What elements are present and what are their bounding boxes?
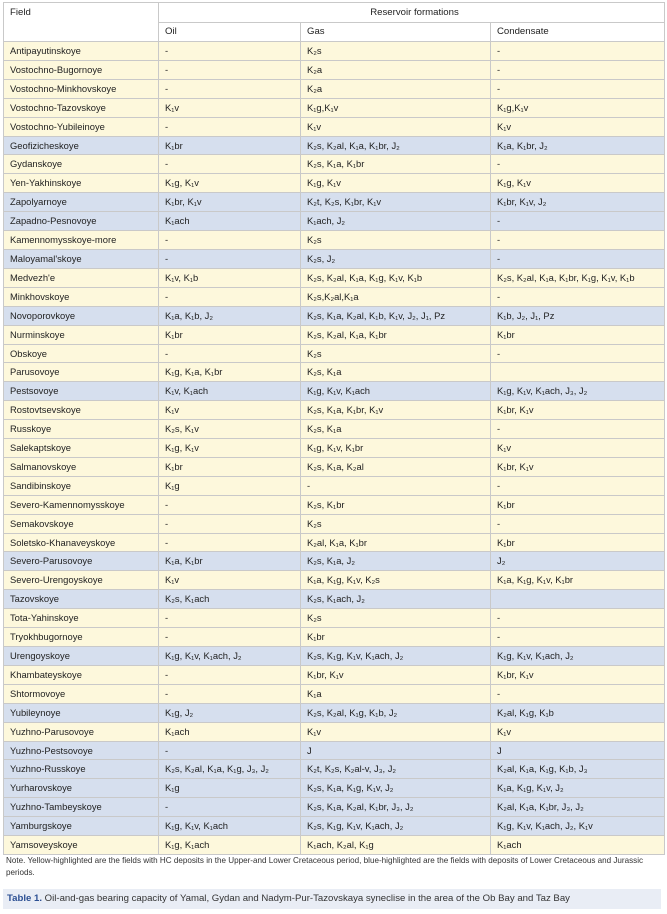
field-cell: Rostovtsevskoye xyxy=(4,401,159,420)
condensate-cell: K₁br xyxy=(491,325,665,344)
condensate-cell: K₁g, K₁v, K₁ach, J₃, J₂ xyxy=(491,382,665,401)
gas-cell: K₂t, K₂s, K₂al-v, J₃, J₂ xyxy=(301,760,491,779)
table-row xyxy=(4,439,665,458)
gas-cell: K₁g, K₁v, K₁br xyxy=(301,439,491,458)
condensate-cell: K₁g,K₁v xyxy=(491,98,665,117)
table-row xyxy=(4,193,665,212)
table-row xyxy=(4,779,665,798)
field-cell: Salmanovskoye xyxy=(4,457,159,476)
table-row xyxy=(4,741,665,760)
condensate-cell: K₁v xyxy=(491,117,665,136)
field-cell: Yamsoveyskoye xyxy=(4,836,159,855)
header-condensate: Condensate xyxy=(491,23,665,42)
header-field: Field xyxy=(4,3,159,42)
oil-cell: K₁ach xyxy=(159,722,301,741)
oil-cell: K₁v xyxy=(159,571,301,590)
gas-cell: K₂t, K₂s, K₁br, K₁v xyxy=(301,193,491,212)
condensate-cell: J₂ xyxy=(491,552,665,571)
oil-cell: K₁ach xyxy=(159,212,301,231)
field-cell: Yuzhno-Pestsovoye xyxy=(4,741,159,760)
condensate-cell: - xyxy=(491,420,665,439)
oil-cell: - xyxy=(159,344,301,363)
oil-cell: K₁v xyxy=(159,401,301,420)
field-cell: Antipayutinskoye xyxy=(4,42,159,61)
oil-cell: - xyxy=(159,231,301,250)
gas-cell: K₁a xyxy=(301,684,491,703)
field-cell: Severo-Kamennomysskoye xyxy=(4,495,159,514)
condensate-cell: - xyxy=(491,42,665,61)
table-row xyxy=(4,514,665,533)
gas-cell: K₂s, K₁a, J₂ xyxy=(301,552,491,571)
field-cell: Vostochno-Yubileinoye xyxy=(4,117,159,136)
table-body xyxy=(4,42,665,855)
oil-cell: - xyxy=(159,628,301,647)
oil-cell: K₁g, K₁v xyxy=(159,174,301,193)
condensate-cell: K₁v xyxy=(491,439,665,458)
table-row xyxy=(4,363,665,382)
gas-cell: K₂s, K₁a xyxy=(301,363,491,382)
field-cell: Salekaptskoye xyxy=(4,439,159,458)
gas-cell: K₂s, K₂al, K₁a, K₁br, J₂ xyxy=(301,136,491,155)
gas-cell: K₂s, K₁a, K₂al xyxy=(301,457,491,476)
table-row xyxy=(4,495,665,514)
condensate-cell: - xyxy=(491,249,665,268)
condensate-cell: K₁br, K₁v, J₂ xyxy=(491,193,665,212)
field-cell: Shtormovoye xyxy=(4,684,159,703)
table-row xyxy=(4,174,665,193)
oil-cell: K₁a, K₁br xyxy=(159,552,301,571)
gas-cell: K₂s xyxy=(301,344,491,363)
oil-cell: K₂s, K₂al, K₁a, K₁g, J₃, J₂ xyxy=(159,760,301,779)
field-cell: Medvezh'e xyxy=(4,268,159,287)
table-row xyxy=(4,420,665,439)
condensate-cell: K₁br, K₁v xyxy=(491,457,665,476)
table-row xyxy=(4,628,665,647)
gas-cell: K₂s, K₁g, K₁v, K₁ach, J₂ xyxy=(301,647,491,666)
field-cell: Severo-Parusovoye xyxy=(4,552,159,571)
field-cell: Maloyamal'skoye xyxy=(4,249,159,268)
condensate-cell: K₁a, K₁g, K₁v, J₂ xyxy=(491,779,665,798)
oil-cell: - xyxy=(159,117,301,136)
oil-cell: K₁br xyxy=(159,136,301,155)
gas-cell: K₂s, K₁ach, J₂ xyxy=(301,590,491,609)
table-row xyxy=(4,98,665,117)
gas-cell: K₂a xyxy=(301,79,491,98)
table-row xyxy=(4,382,665,401)
header-gas: Gas xyxy=(301,23,491,42)
caption-label: Table 1. xyxy=(7,893,43,904)
gas-cell: K₁g, K₁v xyxy=(301,174,491,193)
oil-cell: - xyxy=(159,684,301,703)
gas-cell: K₂s, K₁g, K₁v, K₁ach, J₂ xyxy=(301,817,491,836)
gas-cell: K₂s xyxy=(301,231,491,250)
table-row xyxy=(4,798,665,817)
table-row xyxy=(4,760,665,779)
oil-cell: K₁g, K₁ach xyxy=(159,836,301,855)
gas-cell: K₁br xyxy=(301,628,491,647)
condensate-cell: K₁a, K₁br, J₂ xyxy=(491,136,665,155)
condensate-cell: - xyxy=(491,476,665,495)
table-row xyxy=(4,533,665,552)
oil-cell: K₁br, K₁v xyxy=(159,193,301,212)
field-cell: Soletsko-Khanaveyskoye xyxy=(4,533,159,552)
condensate-cell: K₁g, K₁v xyxy=(491,174,665,193)
oil-cell: K₁br xyxy=(159,325,301,344)
condensate-cell: K₁br, K₁v xyxy=(491,401,665,420)
condensate-cell: - xyxy=(491,344,665,363)
table-row xyxy=(4,571,665,590)
oil-cell: K₁g xyxy=(159,779,301,798)
field-cell: Zapadno-Pesnovoye xyxy=(4,212,159,231)
table-row xyxy=(4,231,665,250)
field-cell: Obskoye xyxy=(4,344,159,363)
gas-cell: K₁a, K₁g, K₁v, K₂s xyxy=(301,571,491,590)
condensate-cell: K₁g, K₁v, K₁ach, J₂ xyxy=(491,647,665,666)
table-row xyxy=(4,722,665,741)
condensate-cell: K₂al, K₁a, K₁br, J₃, J₂ xyxy=(491,798,665,817)
oil-cell: - xyxy=(159,42,301,61)
table-row xyxy=(4,60,665,79)
oil-cell: K₁a, K₁b, J₂ xyxy=(159,306,301,325)
gas-cell: J xyxy=(301,741,491,760)
field-cell: Yuzhno-Russkoye xyxy=(4,760,159,779)
condensate-cell: - xyxy=(491,609,665,628)
field-cell: Zapolyarnoye xyxy=(4,193,159,212)
oil-cell: - xyxy=(159,609,301,628)
condensate-cell: - xyxy=(491,60,665,79)
field-cell: Vostochno-Minkhovskoye xyxy=(4,79,159,98)
gas-cell: K₂s, J₂ xyxy=(301,249,491,268)
gas-cell: K₁ach, K₂al, K₁g xyxy=(301,836,491,855)
oil-cell: K₁br xyxy=(159,457,301,476)
oil-cell: - xyxy=(159,79,301,98)
table-row xyxy=(4,117,665,136)
gas-cell: K₂s, K₂al, K₁g, K₁b, J₂ xyxy=(301,703,491,722)
condensate-cell: - xyxy=(491,212,665,231)
gas-cell: K₁ach, J₂ xyxy=(301,212,491,231)
condensate-cell: K₂s, K₂al, K₁a, K₁br, K₁g, K₁v, K₁b xyxy=(491,268,665,287)
condensate-cell: - xyxy=(491,514,665,533)
table-row xyxy=(4,344,665,363)
header-row-1 xyxy=(4,3,665,23)
field-cell: Urengoyskoye xyxy=(4,647,159,666)
oil-cell: K₁g, K₁v xyxy=(159,439,301,458)
gas-cell: K₂s, K₁a, K₂al, K₁b, K₁v, J₂, J₁, Pz xyxy=(301,306,491,325)
field-cell: Semakovskoye xyxy=(4,514,159,533)
gas-cell: K₂al, K₁a, K₁br xyxy=(301,533,491,552)
oil-cell: K₁g, K₁v, K₁ach xyxy=(159,817,301,836)
oil-cell: K₂s, K₁ach xyxy=(159,590,301,609)
condensate-cell xyxy=(491,363,665,382)
oil-cell: - xyxy=(159,155,301,174)
reservoir-formations-table xyxy=(3,2,665,855)
table-row xyxy=(4,609,665,628)
condensate-cell: - xyxy=(491,628,665,647)
table-row xyxy=(4,212,665,231)
table-row xyxy=(4,249,665,268)
table-row xyxy=(4,590,665,609)
gas-cell: K₂s, K₁br xyxy=(301,495,491,514)
condensate-cell: K₁a, K₁g, K₁v, K₁br xyxy=(491,571,665,590)
oil-cell: K₁g, K₁a, K₁br xyxy=(159,363,301,382)
condensate-cell: - xyxy=(491,79,665,98)
field-cell: Vostochno-Bugornoye xyxy=(4,60,159,79)
gas-cell: K₁br, K₁v xyxy=(301,665,491,684)
condensate-cell xyxy=(491,590,665,609)
table-row xyxy=(4,703,665,722)
condensate-cell: K₁g, K₁v, K₁ach, J₂, K₁v xyxy=(491,817,665,836)
table-row xyxy=(4,665,665,684)
field-cell: Severo-Urengoyskoye xyxy=(4,571,159,590)
condensate-cell: K₁v xyxy=(491,722,665,741)
condensate-cell: - xyxy=(491,287,665,306)
condensate-cell: K₁br, K₁v xyxy=(491,665,665,684)
field-cell: Khambateyskoye xyxy=(4,665,159,684)
condensate-cell: - xyxy=(491,155,665,174)
condensate-cell: K₁br xyxy=(491,495,665,514)
table-row xyxy=(4,42,665,61)
field-cell: Tryokhbugornoye xyxy=(4,628,159,647)
gas-cell: K₁g, K₁v, K₁ach xyxy=(301,382,491,401)
oil-cell: - xyxy=(159,495,301,514)
gas-cell: K₁v xyxy=(301,722,491,741)
condensate-cell: - xyxy=(491,684,665,703)
table-row xyxy=(4,306,665,325)
gas-cell: K₂s, K₁a xyxy=(301,420,491,439)
field-cell: Parusovoye xyxy=(4,363,159,382)
condensate-cell: K₁ach xyxy=(491,836,665,855)
field-cell: Nurminskoye xyxy=(4,325,159,344)
condensate-cell: - xyxy=(491,231,665,250)
gas-cell: K₂s, K₂al, K₁a, K₁br xyxy=(301,325,491,344)
oil-cell: - xyxy=(159,665,301,684)
oil-cell: K₁g, J₂ xyxy=(159,703,301,722)
field-cell: Novoporovkoye xyxy=(4,306,159,325)
field-cell: Tazovskoye xyxy=(4,590,159,609)
oil-cell: K₁g, K₁v, K₁ach, J₂ xyxy=(159,647,301,666)
oil-cell: K₂s, K₁v xyxy=(159,420,301,439)
table-row xyxy=(4,684,665,703)
condensate-cell: K₂al, K₁a, K₁g, K₁b, J₃ xyxy=(491,760,665,779)
gas-cell: K₂s, K₂al, K₁a, K₁g, K₁v, K₁b xyxy=(301,268,491,287)
oil-cell: K₁v, K₁b xyxy=(159,268,301,287)
table-row xyxy=(4,476,665,495)
gas-cell: K₂a xyxy=(301,60,491,79)
field-cell: Tota-Yahinskoye xyxy=(4,609,159,628)
field-cell: Yuzhno-Tambeyskoye xyxy=(4,798,159,817)
table-row xyxy=(4,268,665,287)
caption-text: Oil-and-gas bearing capacity of Yamal, Gydan and Nadym-Pur-Tazovskaya syneclise in the area of the Ob Bay and Taz Bay xyxy=(42,893,570,904)
table-note: Note. Yellow-highlighted are the fields with HC deposits in the Upper-and Lower Cretaceous period, blue-highlighted are the fields with deposits of Lower Cretaceous and Jurassic periods. xyxy=(6,856,644,877)
table-row xyxy=(4,401,665,420)
table-row xyxy=(4,647,665,666)
field-cell: Kamennomysskoye-more xyxy=(4,231,159,250)
gas-cell: K₂s, K₁a, K₁br xyxy=(301,155,491,174)
oil-cell: K₁v, K₁ach xyxy=(159,382,301,401)
gas-cell: K₂s, K₁a, K₂al, K₁br, J₃, J₂ xyxy=(301,798,491,817)
field-cell: Russkoye xyxy=(4,420,159,439)
field-cell: Pestsovoye xyxy=(4,382,159,401)
table-row xyxy=(4,552,665,571)
field-cell: Minkhovskoye xyxy=(4,287,159,306)
header-reservoir-formations: Reservoir formations xyxy=(159,3,665,23)
oil-cell: - xyxy=(159,741,301,760)
gas-cell: K₂s xyxy=(301,42,491,61)
table-row xyxy=(4,457,665,476)
gas-cell: - xyxy=(301,476,491,495)
table-row xyxy=(4,287,665,306)
oil-cell: K₁v xyxy=(159,98,301,117)
table-row xyxy=(4,79,665,98)
table-row xyxy=(4,836,665,855)
field-cell: Yubileynoye xyxy=(4,703,159,722)
gas-cell: K₂s xyxy=(301,609,491,628)
gas-cell: K₁g,K₁v xyxy=(301,98,491,117)
gas-cell: K₂s, K₁a, K₁br, K₁v xyxy=(301,401,491,420)
oil-cell: - xyxy=(159,533,301,552)
field-cell: Sandibinskoye xyxy=(4,476,159,495)
table-caption xyxy=(3,889,661,909)
table-row xyxy=(4,817,665,836)
field-cell: Gydanskoye xyxy=(4,155,159,174)
oil-cell: - xyxy=(159,249,301,268)
gas-cell: K₂s,K₂al,K₁a xyxy=(301,287,491,306)
oil-cell: - xyxy=(159,60,301,79)
condensate-cell: K₁b, J₂, J₁, Pz xyxy=(491,306,665,325)
condensate-cell: J xyxy=(491,741,665,760)
gas-cell: K₂s, K₁a, K₁g, K₁v, J₂ xyxy=(301,779,491,798)
field-cell: Yamburgskoye xyxy=(4,817,159,836)
table-row xyxy=(4,325,665,344)
condensate-cell: K₂al, K₁g, K₁b xyxy=(491,703,665,722)
oil-cell: - xyxy=(159,514,301,533)
field-cell: Yuzhno-Parusovoye xyxy=(4,722,159,741)
field-cell: Yen-Yakhinskoye xyxy=(4,174,159,193)
oil-cell: - xyxy=(159,798,301,817)
gas-cell: K₁v xyxy=(301,117,491,136)
oil-cell: K₁g xyxy=(159,476,301,495)
table-row xyxy=(4,136,665,155)
field-cell: Vostochno-Tazovskoye xyxy=(4,98,159,117)
oil-cell: - xyxy=(159,287,301,306)
table-row xyxy=(4,155,665,174)
field-cell: Yurharovskoye xyxy=(4,779,159,798)
reservoir-table-container xyxy=(3,2,664,855)
condensate-cell: K₁br xyxy=(491,533,665,552)
gas-cell: K₂s xyxy=(301,514,491,533)
field-cell: Geofizicheskoye xyxy=(4,136,159,155)
header-oil: Oil xyxy=(159,23,301,42)
